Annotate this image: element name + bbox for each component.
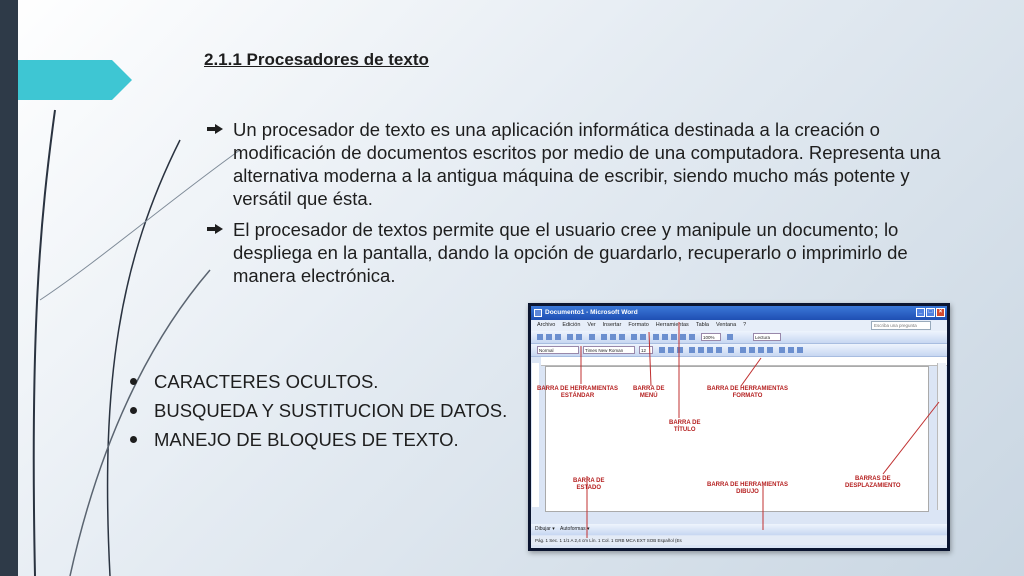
zoom-field: 100% — [701, 333, 721, 341]
menu-ver: Ver — [587, 322, 596, 328]
bullets-icon — [749, 347, 755, 353]
justify-icon — [716, 347, 722, 353]
dot-bullet-icon — [130, 378, 137, 385]
bold-icon — [659, 347, 665, 353]
word-status-bar: Pág. 1 Sec. 1 1/1 A 2,4 cm Lín. 1 Col. 1 GRB MCA EXT SOB Español (Es — [531, 536, 947, 545]
bullet-item — [205, 218, 955, 287]
menu-formato: Formato — [628, 322, 649, 328]
label-scrollbars: BARRAS DE DESPLAZAMIENTO — [845, 476, 901, 489]
minimize-icon: _ — [916, 308, 925, 317]
feature-list — [126, 367, 507, 454]
draw-menu: Dibujar ▾ — [535, 526, 555, 532]
decrease-indent-icon — [758, 347, 764, 353]
menu-insertar: Insertar — [602, 322, 622, 328]
bullet-item — [205, 118, 955, 210]
maximize-icon: □ — [926, 308, 935, 317]
menu-ayuda: ? — [743, 322, 747, 328]
label-standard-toolbar: BARRA DE HERRAMIENTAS ESTÁNDAR — [537, 386, 618, 399]
bullet-text: Un procesador de texto es una aplicación informática destinada a la creación o modificación de documentos escritos por medio de una computadora. Representa una alternativa moderna a la antigua máquina de escribir, siendo mucho más potente y versátil que ésta. — [233, 119, 941, 209]
style-select: Normal — [537, 346, 579, 354]
print-icon — [567, 334, 573, 340]
horizontal-ruler — [541, 357, 947, 366]
save-icon — [555, 334, 561, 340]
font-select: Times New Roman — [583, 346, 635, 354]
show-hide-icon — [689, 334, 695, 340]
word-standard-toolbar — [531, 331, 947, 344]
drawing-icon — [680, 334, 686, 340]
arrow-bullet-icon — [207, 124, 223, 134]
menu-edicion: Edición — [562, 322, 581, 328]
vertical-ruler — [532, 363, 539, 507]
open-icon — [546, 334, 552, 340]
cut-icon — [601, 334, 607, 340]
reading-button: Lectura — [753, 333, 781, 341]
menu-tabla: Tabla — [695, 322, 709, 328]
undo-icon — [631, 334, 637, 340]
menu-herramientas: Herramientas — [655, 322, 689, 328]
word-screenshot — [528, 303, 950, 551]
font-size-select: 12 — [639, 346, 653, 354]
feature-text: BUSQUEDA Y SUSTITUCION DE DATOS. — [154, 400, 508, 421]
copy-icon — [610, 334, 616, 340]
label-drawing-toolbar: BARRA DE HERRAMIENTAS DIBUJO — [707, 482, 788, 495]
word-drawing-toolbar — [531, 524, 947, 535]
feature-item — [126, 396, 507, 425]
table-icon — [662, 334, 668, 340]
highlight-icon — [788, 347, 794, 353]
word-app-icon — [534, 309, 542, 317]
font-color-icon — [797, 347, 803, 353]
hyperlink-icon — [653, 334, 659, 340]
new-document-icon — [537, 334, 543, 340]
autoshapes-menu: Autoformas ▾ — [560, 526, 590, 532]
menu-archivo: Archivo — [537, 322, 556, 328]
dot-bullet-icon — [130, 436, 137, 443]
bullet-list — [205, 118, 955, 295]
underline-icon — [677, 347, 683, 353]
word-title-text: Documento1 - Microsoft Word — [545, 309, 638, 316]
align-left-icon — [689, 347, 695, 353]
menu-ventana: Ventana — [715, 322, 737, 328]
word-menu-bar — [531, 320, 947, 331]
help-icon — [727, 334, 733, 340]
arrow-bullet-icon — [207, 224, 223, 234]
feature-item — [126, 425, 507, 454]
preview-icon — [576, 334, 582, 340]
label-status-bar: BARRA DE ESTADO — [573, 478, 605, 491]
italic-icon — [668, 347, 674, 353]
label-format-toolbar: BARRA DE HERRAMIENTAS FORMATO — [707, 386, 788, 399]
feature-text: CARACTERES OCULTOS. — [154, 371, 379, 392]
word-title-bar — [531, 306, 947, 320]
window-controls — [916, 308, 945, 317]
align-center-icon — [698, 347, 704, 353]
slide-title: 2.1.1 Procesadores de texto — [204, 50, 429, 69]
label-menu-bar: BARRA DE MENÚ — [633, 386, 665, 399]
feature-item — [126, 367, 507, 396]
increase-indent-icon — [767, 347, 773, 353]
word-format-toolbar — [531, 344, 947, 357]
paste-icon — [619, 334, 625, 340]
vertical-scrollbar — [937, 363, 946, 510]
border-icon — [779, 347, 785, 353]
feature-text: MANEJO DE BLOQUES DE TEXTO. — [154, 429, 459, 450]
dot-bullet-icon — [130, 407, 137, 414]
bullet-text: El procesador de textos permite que el usuario cree y manipule un documento; lo despliega en la pantalla, dando la opción de guardarlo, recuperarlo o imprimirlo de manera electrónica. — [233, 219, 908, 286]
numbering-icon — [740, 347, 746, 353]
align-right-icon — [707, 347, 713, 353]
line-spacing-icon — [728, 347, 734, 353]
columns-icon — [671, 334, 677, 340]
close-icon: × — [936, 308, 945, 317]
spelling-icon — [589, 334, 595, 340]
label-title-bar: BARRA DE TÍTULO — [669, 420, 701, 433]
help-search-field: Escriba una pregunta — [871, 321, 931, 330]
redo-icon — [640, 334, 646, 340]
